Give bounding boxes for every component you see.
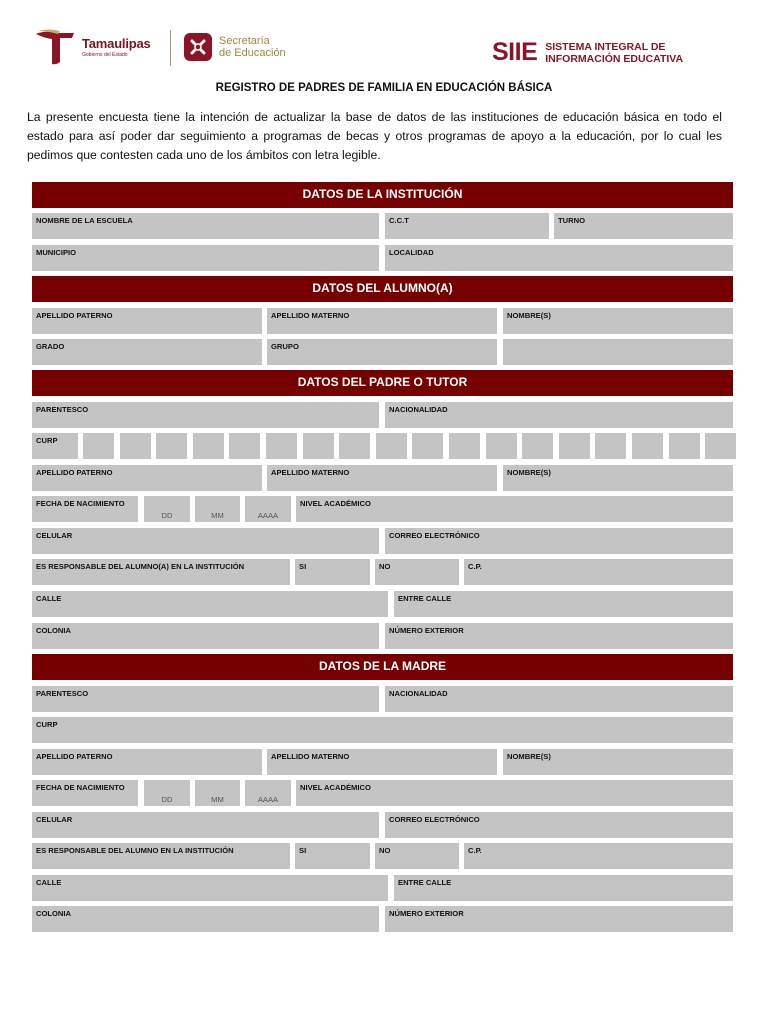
padre-fecha-label-cell (32, 496, 138, 522)
field-label: APELLIDO PATERNO (36, 752, 113, 761)
field-label: NÚMERO EXTERIOR (389, 909, 464, 918)
field-label: NACIONALIDAD (389, 405, 448, 414)
padre-nacionalidad-field[interactable] (385, 402, 733, 428)
madre-nombres-field[interactable] (503, 749, 733, 775)
padre-apellido-paterno-field[interactable] (32, 465, 262, 491)
madre-fecha-label-cell (32, 780, 138, 806)
field-label: CALLE (36, 594, 62, 603)
intro-paragraph: La presente encuesta tiene la intención de actualizar la base de datos de las instituciones de educación básica en todo el estado para así poder dar seguimiento a programas de becas y otros programas de apoyo a la educación, por lo cual les pedimos que contesten cada uno de los ámbitos con letra legible. (27, 110, 722, 162)
siie-logo (492, 38, 683, 67)
field-label: CURP (36, 436, 58, 445)
field-label: CORREO ELECTRÓNICO (389, 531, 480, 540)
padre-cp-field[interactable] (464, 559, 733, 585)
localidad-field[interactable] (385, 245, 733, 271)
placeholder: DD (161, 511, 173, 520)
madre-colonia-field[interactable] (32, 906, 379, 932)
padre-calle-field[interactable] (32, 591, 388, 617)
field-label: NIVEL ACADÉMICO (300, 783, 371, 792)
municipio-field[interactable] (32, 245, 379, 271)
madre-fecha-aaaa-field[interactable] (245, 780, 291, 806)
tamaulipas-emblem-icon (34, 28, 76, 66)
nombre-escuela-field[interactable] (32, 213, 379, 239)
field-label: COLONIA (36, 909, 72, 918)
field-label: NOMBRE(S) (507, 468, 551, 477)
padre-nombres-field[interactable] (503, 465, 733, 491)
field-label: CORREO ELECTRÓNICO (389, 815, 480, 824)
cct-field[interactable] (385, 213, 549, 239)
madre-fecha-dd-field[interactable] (144, 780, 190, 806)
field-label: NACIONALIDAD (389, 689, 448, 698)
field-label: CELULAR (36, 531, 73, 540)
madre-cp-field[interactable] (464, 843, 733, 869)
padre-curp-char-box[interactable] (669, 433, 700, 459)
field-label: SI (299, 846, 307, 855)
padre-curp-char-box[interactable] (193, 433, 224, 459)
alumno-apellido-paterno-field[interactable] (32, 308, 262, 334)
madre-correo-field[interactable] (385, 812, 733, 838)
field-label: NO (379, 562, 391, 571)
padre-curp-char-box[interactable] (303, 433, 334, 459)
padre-parentesco-field[interactable] (32, 402, 379, 428)
padre-responsable-label-cell (32, 559, 290, 585)
padre-curp-char-box[interactable] (486, 433, 517, 459)
padre-curp-label-cell (32, 433, 78, 459)
field-label: LOCALIDAD (389, 248, 434, 257)
field-label: NOMBRE(S) (507, 311, 551, 320)
field-label: CELULAR (36, 815, 73, 824)
madre-curp-field[interactable] (32, 717, 733, 743)
field-label: NOMBRE DE LA ESCUELA (36, 216, 133, 225)
alumno-extra-field[interactable] (503, 339, 733, 365)
padre-curp-char-box[interactable] (595, 433, 626, 459)
madre-responsable-si-field[interactable] (295, 843, 370, 869)
siie-word: SIIE (492, 38, 538, 66)
field-label: ES RESPONSABLE DEL ALUMNO(A) EN LA INSTITUCIÓN (36, 562, 245, 571)
siie-line1: SISTEMA INTEGRAL DE (545, 40, 666, 53)
padre-colonia-field[interactable] (32, 623, 379, 649)
field-label: PARENTESCO (36, 689, 89, 698)
secretaria-line1: Secretaría (219, 35, 270, 47)
field-label: TURNO (558, 216, 585, 225)
madre-nivel-academico-field[interactable] (296, 780, 733, 806)
madre-entre-calle-field[interactable] (394, 875, 733, 901)
madre-fecha-mm-field[interactable] (195, 780, 240, 806)
padre-curp-char-box[interactable] (632, 433, 663, 459)
padre-responsable-si-field[interactable] (295, 559, 370, 585)
padre-entre-calle-field[interactable] (394, 591, 733, 617)
tamaulipas-logo (34, 28, 151, 66)
field-label: MUNICIPIO (36, 248, 77, 257)
field-label: NOMBRE(S) (507, 752, 551, 761)
siie-line2: INFORMACIÓN EDUCATIVA (545, 52, 684, 65)
field-label: NÚMERO EXTERIOR (389, 626, 464, 635)
field-label: ENTRE CALLE (398, 594, 452, 603)
field-label: ENTRE CALLE (398, 878, 452, 887)
padre-celular-field[interactable] (32, 528, 379, 554)
madre-apellido-paterno-field[interactable] (32, 749, 262, 775)
field-label: CURP (36, 720, 58, 729)
madre-parentesco-field[interactable] (32, 686, 379, 712)
alumno-nombres-field[interactable] (503, 308, 733, 334)
alumno-grado-field[interactable] (32, 339, 262, 365)
field-label: C.P. (468, 846, 482, 855)
field-label: APELLIDO MATERNO (271, 311, 350, 320)
placeholder: AAAA (257, 511, 279, 520)
field-label: C.P. (468, 562, 482, 571)
padre-curp-char-box[interactable] (229, 433, 260, 459)
section-institucion-heading: DATOS DE LA INSTITUCIÓN (32, 182, 733, 208)
secretaria-logo (184, 33, 286, 61)
field-label: C.C.T (389, 216, 409, 225)
placeholder: DD (161, 795, 173, 804)
header-divider (170, 30, 171, 66)
madre-responsable-no-field[interactable] (375, 843, 459, 869)
padre-curp-char-box[interactable] (705, 433, 736, 459)
section-alumno-heading: DATOS DEL ALUMNO(A) (32, 276, 733, 302)
field-label: GRUPO (271, 342, 299, 351)
madre-celular-field[interactable] (32, 812, 379, 838)
document-title: REGISTRO DE PADRES DE FAMILIA EN EDUCACIÓN BÁSICA (215, 82, 553, 94)
padre-curp-char-box[interactable] (156, 433, 187, 459)
tamaulipas-name: Tamaulipas (82, 36, 151, 51)
padre-correo-field[interactable] (385, 528, 733, 554)
field-label: FECHA DE NACIMIENTO (36, 783, 125, 792)
secretaria-emblem-icon (184, 33, 212, 61)
field-label: APELLIDO MATERNO (271, 468, 350, 477)
placeholder: AAAA (257, 795, 279, 804)
page-header (0, 0, 768, 80)
padre-curp-char-box[interactable] (339, 433, 370, 459)
field-label: NO (379, 846, 391, 855)
field-label: APELLIDO PATERNO (36, 311, 113, 320)
padre-fecha-mm-field[interactable] (195, 496, 240, 522)
field-label: COLONIA (36, 626, 72, 635)
secretaria-line2: de Educación (219, 47, 286, 59)
field-label: APELLIDO MATERNO (271, 752, 350, 761)
field-label: GRADO (36, 342, 65, 351)
field-label: ES RESPONSABLE DEL ALUMNO EN LA INSTITUCIÓN (36, 846, 234, 855)
padre-numero-exterior-field[interactable] (385, 623, 733, 649)
padre-curp-char-box[interactable] (449, 433, 480, 459)
padre-responsable-no-field[interactable] (375, 559, 459, 585)
section-madre-heading: DATOS DE LA MADRE (32, 654, 733, 680)
placeholder: MM (211, 795, 224, 804)
padre-nivel-academico-field[interactable] (296, 496, 733, 522)
padre-apellido-materno-field[interactable] (267, 465, 497, 491)
padre-curp-char-box[interactable] (266, 433, 297, 459)
section-padre-heading: DATOS DEL PADRE O TUTOR (32, 370, 733, 396)
padre-curp-char-box[interactable] (376, 433, 407, 459)
field-label: PARENTESCO (36, 405, 89, 414)
madre-numero-exterior-field[interactable] (385, 906, 733, 932)
field-label: SI (299, 562, 307, 571)
padre-fecha-aaaa-field[interactable] (245, 496, 291, 522)
padre-curp-char-box[interactable] (559, 433, 590, 459)
madre-apellido-materno-field[interactable] (267, 749, 497, 775)
field-label: FECHA DE NACIMIENTO (36, 499, 125, 508)
padre-curp-char-box[interactable] (412, 433, 443, 459)
placeholder: MM (211, 511, 224, 520)
madre-calle-field[interactable] (32, 875, 388, 901)
alumno-apellido-materno-field[interactable] (267, 308, 497, 334)
padre-fecha-dd-field[interactable] (144, 496, 190, 522)
padre-curp-char-box[interactable] (83, 433, 114, 459)
madre-responsable-label-cell (32, 843, 290, 869)
padre-curp-char-box[interactable] (120, 433, 151, 459)
madre-nacionalidad-field[interactable] (385, 686, 733, 712)
field-label: CALLE (36, 878, 62, 887)
field-label: APELLIDO PATERNO (36, 468, 113, 477)
field-label: NIVEL ACADÉMICO (300, 499, 371, 508)
turno-field[interactable] (554, 213, 733, 239)
alumno-grupo-field[interactable] (267, 339, 497, 365)
tamaulipas-sub: Gobierno del Estado (82, 52, 128, 58)
padre-curp-char-box[interactable] (522, 433, 553, 459)
